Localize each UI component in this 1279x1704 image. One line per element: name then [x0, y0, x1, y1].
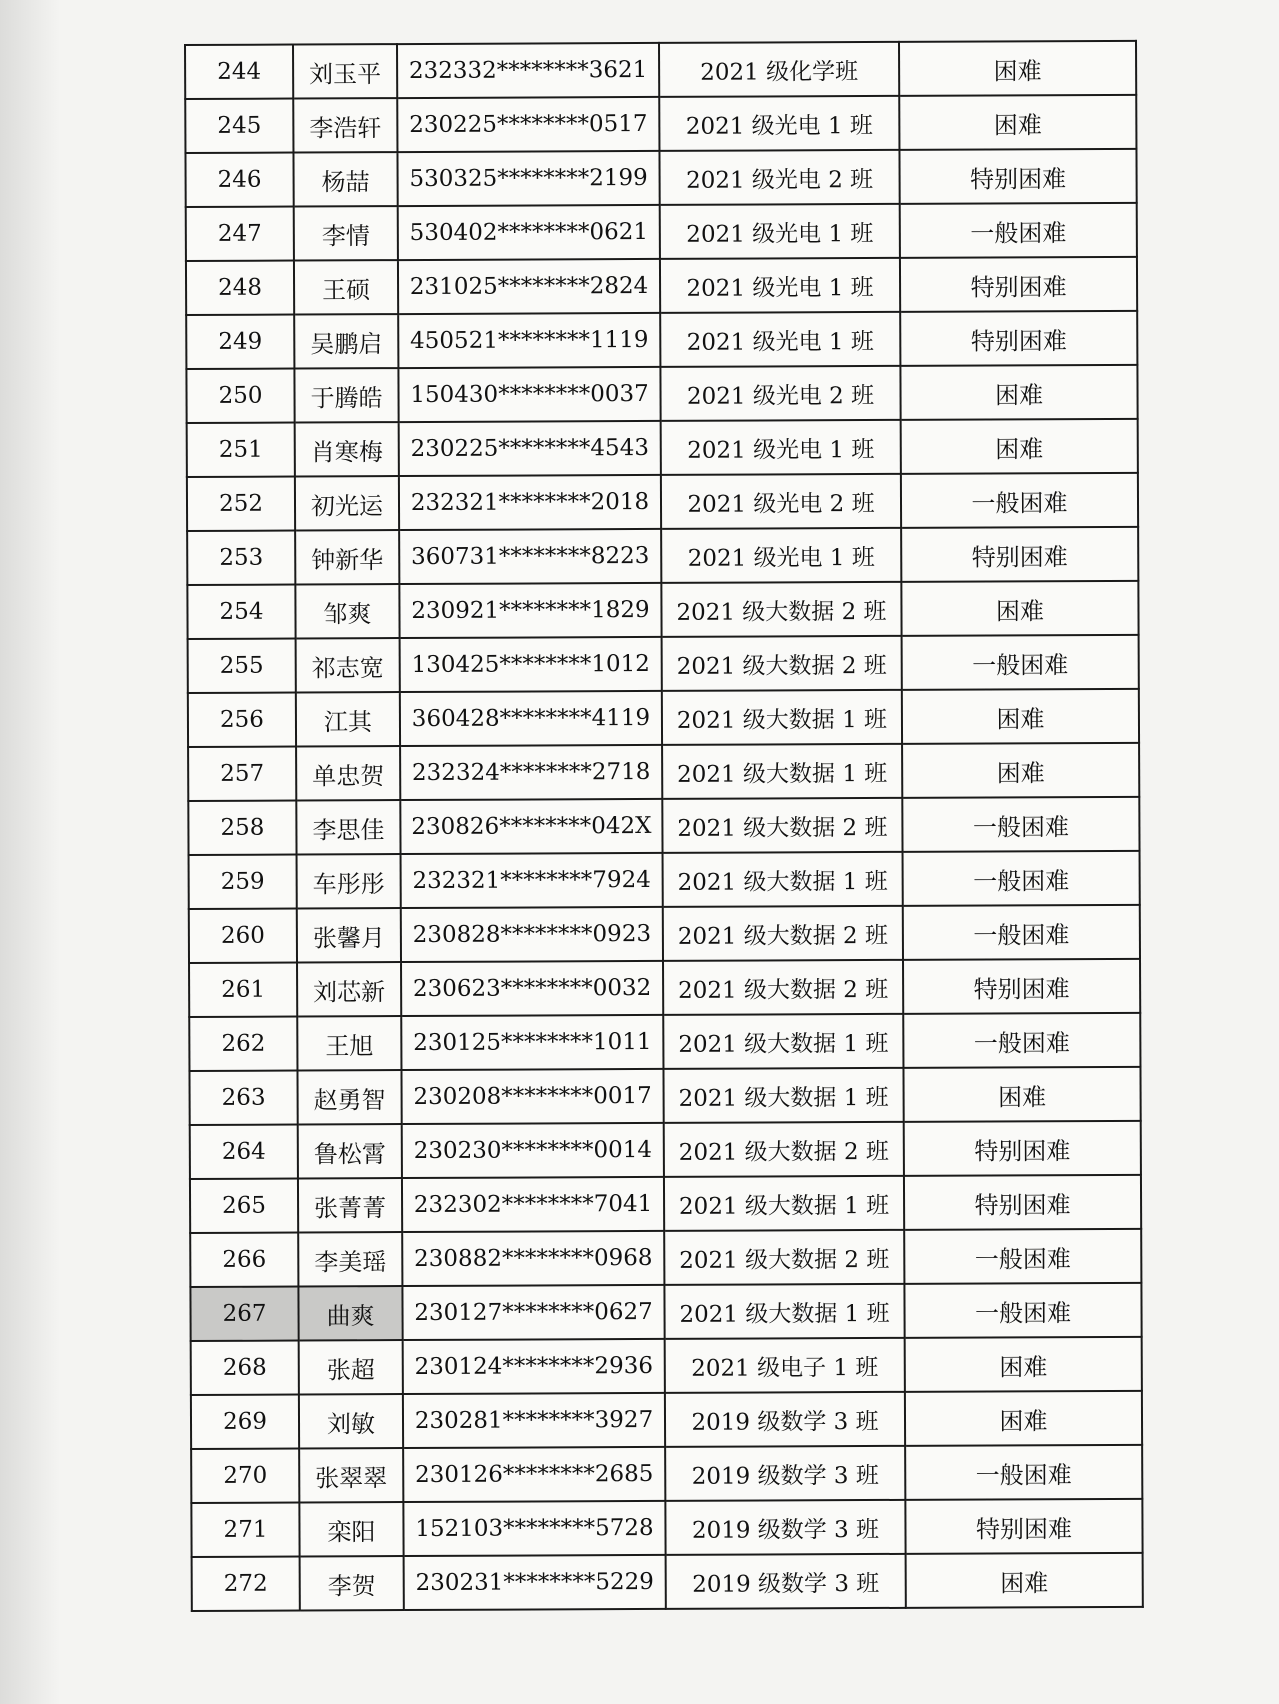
class-cell: 2021 级大数据 2 班 — [664, 1230, 904, 1285]
difficulty-level-cell: 一般困难 — [902, 797, 1139, 852]
table-row — [185, 41, 1136, 99]
class-cell: 2021 级光电 2 班 — [660, 366, 900, 421]
student-name-cell: 刘芯新 — [297, 962, 401, 1016]
row-number-cell: 250 — [186, 369, 294, 423]
class-cell: 2021 级电子 1 班 — [665, 1338, 905, 1393]
class-cell: 2021 级大数据 2 班 — [664, 1122, 904, 1177]
difficulty-level-cell: 特别困难 — [900, 311, 1137, 366]
table-row — [190, 1283, 1141, 1341]
difficulty-level-cell: 困难 — [901, 419, 1138, 474]
id-number-cell: 232321********7924 — [401, 853, 663, 908]
student-name-cell: 刘玉平 — [293, 44, 397, 98]
id-number-cell: 230208********0017 — [401, 1069, 663, 1124]
table-row — [189, 959, 1140, 1017]
difficulty-level-cell: 困难 — [906, 1553, 1143, 1608]
difficulty-level-cell: 一般困难 — [904, 1283, 1141, 1338]
id-number-cell: 530402********0621 — [398, 205, 660, 260]
class-cell: 2019 级数学 3 班 — [665, 1446, 905, 1501]
difficulty-level-cell: 特别困难 — [900, 257, 1137, 312]
row-number-cell: 247 — [186, 207, 294, 261]
student-name-cell: 栾阳 — [299, 1502, 403, 1556]
id-number-cell: 232324********2718 — [400, 745, 662, 800]
student-name-cell: 张菁菁 — [298, 1178, 402, 1232]
table-row — [187, 581, 1138, 639]
student-name-cell: 赵勇智 — [297, 1070, 401, 1124]
class-cell: 2021 级光电 1 班 — [660, 204, 900, 259]
row-number-cell: 253 — [187, 531, 295, 585]
row-number-cell: 264 — [190, 1125, 298, 1179]
row-number-cell: 256 — [188, 693, 296, 747]
student-name-cell: 江其 — [296, 692, 400, 746]
id-number-cell: 230231********5229 — [404, 1555, 666, 1610]
difficulty-level-cell: 一般困难 — [902, 635, 1139, 690]
student-name-cell: 张超 — [299, 1340, 403, 1394]
row-number-cell: 251 — [187, 423, 295, 477]
class-cell: 2021 级大数据 2 班 — [663, 906, 903, 961]
row-number-cell: 257 — [188, 747, 296, 801]
row-number-cell: 272 — [192, 1557, 300, 1611]
id-number-cell: 360428********4119 — [400, 691, 662, 746]
student-name-cell: 于腾皓 — [294, 368, 398, 422]
row-number-cell: 263 — [189, 1071, 297, 1125]
class-cell: 2021 级大数据 1 班 — [662, 744, 902, 799]
id-number-cell: 360731********8223 — [399, 529, 661, 584]
id-number-cell: 450521********1119 — [398, 313, 660, 368]
class-cell: 2021 级光电 1 班 — [660, 312, 900, 367]
difficulty-level-cell: 一般困难 — [901, 473, 1138, 528]
difficulty-level-cell: 一般困难 — [903, 1013, 1140, 1068]
student-name-cell: 李贺 — [300, 1556, 404, 1610]
table-row — [188, 689, 1139, 747]
id-number-cell: 232302********7041 — [402, 1177, 664, 1232]
row-number-cell: 254 — [187, 585, 295, 639]
table-row — [191, 1499, 1142, 1557]
student-name-cell: 王旭 — [297, 1016, 401, 1070]
page-edge-shadow — [0, 0, 60, 1704]
class-cell: 2021 级大数据 2 班 — [661, 582, 901, 637]
id-number-cell: 230125********1011 — [401, 1015, 663, 1070]
row-number-cell: 260 — [189, 909, 297, 963]
row-number-cell: 262 — [189, 1017, 297, 1071]
difficulty-level-cell: 困难 — [905, 1337, 1142, 1392]
class-cell: 2021 级光电 1 班 — [660, 258, 900, 313]
student-name-cell: 王硕 — [294, 260, 398, 314]
difficulty-level-cell: 困难 — [903, 1067, 1140, 1122]
difficulty-level-cell: 一般困难 — [905, 1445, 1142, 1500]
id-number-cell: 230882********0968 — [402, 1231, 664, 1286]
difficulty-level-cell: 一般困难 — [903, 905, 1140, 960]
class-cell: 2021 级大数据 1 班 — [662, 690, 902, 745]
class-cell: 2021 级光电 2 班 — [659, 150, 899, 205]
table-row — [185, 149, 1136, 207]
class-cell: 2021 级光电 2 班 — [661, 474, 901, 529]
student-name-cell: 吴鹏启 — [294, 314, 398, 368]
student-name-cell: 李浩轩 — [293, 98, 397, 152]
class-cell: 2019 级数学 3 班 — [665, 1500, 905, 1555]
difficulty-level-cell: 困难 — [901, 581, 1138, 636]
table-row — [191, 1391, 1142, 1449]
student-name-cell: 祁志宽 — [296, 638, 400, 692]
id-number-cell: 230230********0014 — [402, 1123, 664, 1178]
table-row — [186, 365, 1137, 423]
class-cell: 2021 级光电 1 班 — [661, 420, 901, 475]
row-number-cell: 258 — [188, 801, 296, 855]
table-row — [187, 419, 1138, 477]
difficulty-level-cell: 特别困难 — [904, 1121, 1141, 1176]
student-name-cell: 李情 — [294, 206, 398, 260]
table-row — [186, 203, 1137, 261]
class-cell: 2021 级大数据 2 班 — [662, 798, 902, 853]
student-name-cell: 张翠翠 — [299, 1448, 403, 1502]
row-number-cell: 259 — [189, 855, 297, 909]
row-number-cell: 261 — [189, 963, 297, 1017]
student-table-wrapper — [184, 40, 1142, 1612]
difficulty-level-cell: 困难 — [899, 41, 1136, 96]
table-row — [185, 95, 1136, 153]
class-cell: 2021 级化学班 — [659, 42, 899, 97]
row-number-cell: 268 — [191, 1341, 299, 1395]
id-number-cell: 230623********0032 — [401, 961, 663, 1016]
student-name-cell: 肖寒梅 — [295, 422, 399, 476]
id-number-cell: 530325********2199 — [397, 151, 659, 206]
row-number-cell: 245 — [185, 99, 293, 153]
student-name-cell: 初光运 — [295, 476, 399, 530]
difficulty-level-cell: 困难 — [899, 95, 1136, 150]
student-name-cell: 李美瑶 — [298, 1232, 402, 1286]
table-row — [190, 1121, 1141, 1179]
table-row — [192, 1553, 1143, 1611]
id-number-cell: 150430********0037 — [398, 367, 660, 422]
row-number-cell: 270 — [191, 1449, 299, 1503]
row-number-cell: 265 — [190, 1179, 298, 1233]
row-number-cell: 246 — [185, 153, 293, 207]
table-row — [190, 1175, 1141, 1233]
id-number-cell: 230225********4543 — [399, 421, 661, 476]
difficulty-level-cell: 特别困难 — [904, 1175, 1141, 1230]
table-row — [190, 1229, 1141, 1287]
row-number-cell: 271 — [191, 1503, 299, 1557]
id-number-cell: 152103********5728 — [403, 1501, 665, 1556]
id-number-cell: 232321********2018 — [399, 475, 661, 530]
difficulty-level-cell: 特别困难 — [901, 527, 1138, 582]
class-cell: 2021 级光电 1 班 — [659, 96, 899, 151]
table-row — [189, 851, 1140, 909]
table-row — [186, 257, 1137, 315]
row-number-cell: 248 — [186, 261, 294, 315]
student-name-cell: 车彤彤 — [297, 854, 401, 908]
id-number-cell: 230826********042X — [400, 799, 662, 854]
row-number-cell: 244 — [185, 45, 293, 99]
difficulty-level-cell: 困难 — [902, 689, 1139, 744]
student-name-cell: 邹爽 — [295, 584, 399, 638]
difficulty-level-cell: 一般困难 — [903, 851, 1140, 906]
id-number-cell: 231025********2824 — [398, 259, 660, 314]
difficulty-level-cell: 特别困难 — [903, 959, 1140, 1014]
id-number-cell: 230921********1829 — [399, 583, 661, 638]
id-number-cell: 230126********2685 — [403, 1447, 665, 1502]
table-row — [191, 1337, 1142, 1395]
class-cell: 2021 级大数据 1 班 — [663, 852, 903, 907]
row-number-cell: 266 — [190, 1233, 298, 1287]
class-cell: 2021 级光电 1 班 — [661, 528, 901, 583]
row-number-cell: 249 — [186, 315, 294, 369]
id-number-cell: 230281********3927 — [403, 1393, 665, 1448]
row-number-cell: 252 — [187, 477, 295, 531]
table-row — [188, 797, 1139, 855]
table-row — [191, 1445, 1142, 1503]
row-number-cell: 269 — [191, 1395, 299, 1449]
class-cell: 2021 级大数据 2 班 — [662, 636, 902, 691]
class-cell: 2021 级大数据 1 班 — [663, 1068, 903, 1123]
table-row — [188, 743, 1139, 801]
id-number-cell: 230127********0627 — [402, 1285, 664, 1340]
student-name-cell: 李思佳 — [296, 800, 400, 854]
student-name-cell: 单忠贺 — [296, 746, 400, 800]
row-number-cell: 255 — [188, 639, 296, 693]
difficulty-level-cell: 困难 — [905, 1391, 1142, 1446]
table-row — [186, 311, 1137, 369]
class-cell: 2021 级大数据 1 班 — [664, 1284, 904, 1339]
id-number-cell: 130425********1012 — [400, 637, 662, 692]
class-cell: 2021 级大数据 1 班 — [663, 1014, 903, 1069]
class-cell: 2019 级数学 3 班 — [665, 1392, 905, 1447]
row-number-cell: 267 — [190, 1287, 298, 1341]
student-name-cell: 张馨月 — [297, 908, 401, 962]
table-row — [189, 1067, 1140, 1125]
student-name-cell: 曲爽 — [298, 1286, 402, 1340]
student-table — [184, 40, 1144, 1612]
table-row — [189, 905, 1140, 963]
difficulty-level-cell: 困难 — [902, 743, 1139, 798]
table-body — [185, 41, 1143, 1611]
id-number-cell: 230124********2936 — [403, 1339, 665, 1394]
difficulty-level-cell: 特别困难 — [899, 149, 1136, 204]
student-name-cell: 杨喆 — [293, 152, 397, 206]
difficulty-level-cell: 一般困难 — [900, 203, 1137, 258]
student-name-cell: 鲁松霄 — [298, 1124, 402, 1178]
table-row — [189, 1013, 1140, 1071]
table-row — [187, 473, 1138, 531]
difficulty-level-cell: 一般困难 — [904, 1229, 1141, 1284]
class-cell: 2021 级大数据 2 班 — [663, 960, 903, 1015]
difficulty-level-cell: 困难 — [900, 365, 1137, 420]
student-name-cell: 刘敏 — [299, 1394, 403, 1448]
id-number-cell: 230225********0517 — [397, 97, 659, 152]
student-name-cell: 钟新华 — [295, 530, 399, 584]
id-number-cell: 230828********0923 — [401, 907, 663, 962]
difficulty-level-cell: 特别困难 — [905, 1499, 1142, 1554]
table-row — [187, 527, 1138, 585]
table-row — [188, 635, 1139, 693]
class-cell: 2021 级大数据 1 班 — [664, 1176, 904, 1231]
id-number-cell: 232332********3621 — [397, 43, 659, 98]
class-cell: 2019 级数学 3 班 — [666, 1554, 906, 1609]
